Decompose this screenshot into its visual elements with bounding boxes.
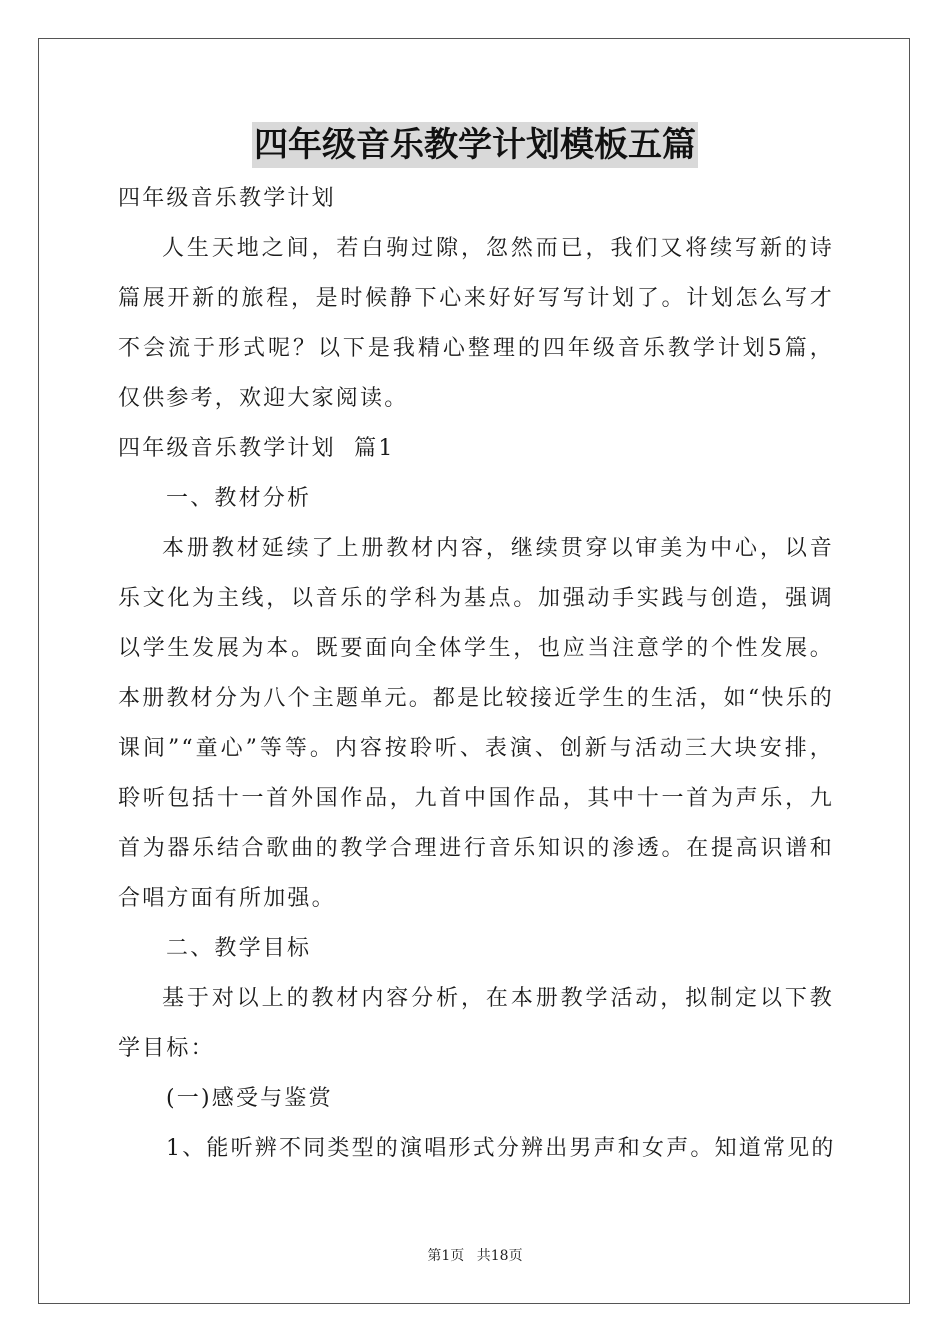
list-item: 1、能听辨不同类型的演唱形式分辨出男声和女声。知道常见的 [166, 1136, 836, 1161]
title-container [0, 122, 950, 168]
heading-teaching-goals: 二、教学目标 [166, 936, 312, 961]
page-number: 第1页 [427, 1248, 465, 1264]
heading-textbook-analysis: 一、教材分析 [166, 486, 312, 511]
paragraph-teaching-goals: 基于对以上的教材内容分析，在本册教学活动，拟制定以下教学目标： [118, 986, 834, 1061]
page-total: 共18页 [476, 1248, 523, 1264]
section-heading: 四年级音乐教学计划 篇1 [118, 436, 395, 461]
page-footer [0, 1245, 950, 1265]
subtitle: 四年级音乐教学计划 [118, 186, 336, 211]
intro-paragraph: 人生天地之间，若白驹过隙，忽然而已，我们又将续写新的诗篇展开新的旅程，是时候静下心来好好写写计划了。计划怎么写才不会流于形式呢？以下是我精心整理的四年级音乐教学计划5篇，仅供参考，欢迎大家阅读。 [118, 236, 834, 411]
document-body [118, 174, 834, 1174]
paragraph-textbook-analysis: 本册教材延续了上册教材内容，继续贯穿以审美为中心，以音乐文化为主线，以音乐的学科为基点。加强动手实践与创造，强调以学生发展为本。既要面向全体学生，也应当注意学的个性发展。本册教材分为八个主题单元。都是比较接近学生的生活，如“快乐的课间”“童心”等等。内容按聆听、表演、创新与活动三大块安排，聆听包括十一首外国作品，九首中国作品，其中十一首为声乐，九首为器乐结合歌曲的教学合理进行音乐知识的渗透。在提高识谱和合唱方面有所加强。 [118, 536, 834, 911]
document-title: 四年级音乐教学计划模板五篇 [252, 122, 698, 168]
heading-perception: (一)感受与鉴赏 [166, 1086, 333, 1111]
